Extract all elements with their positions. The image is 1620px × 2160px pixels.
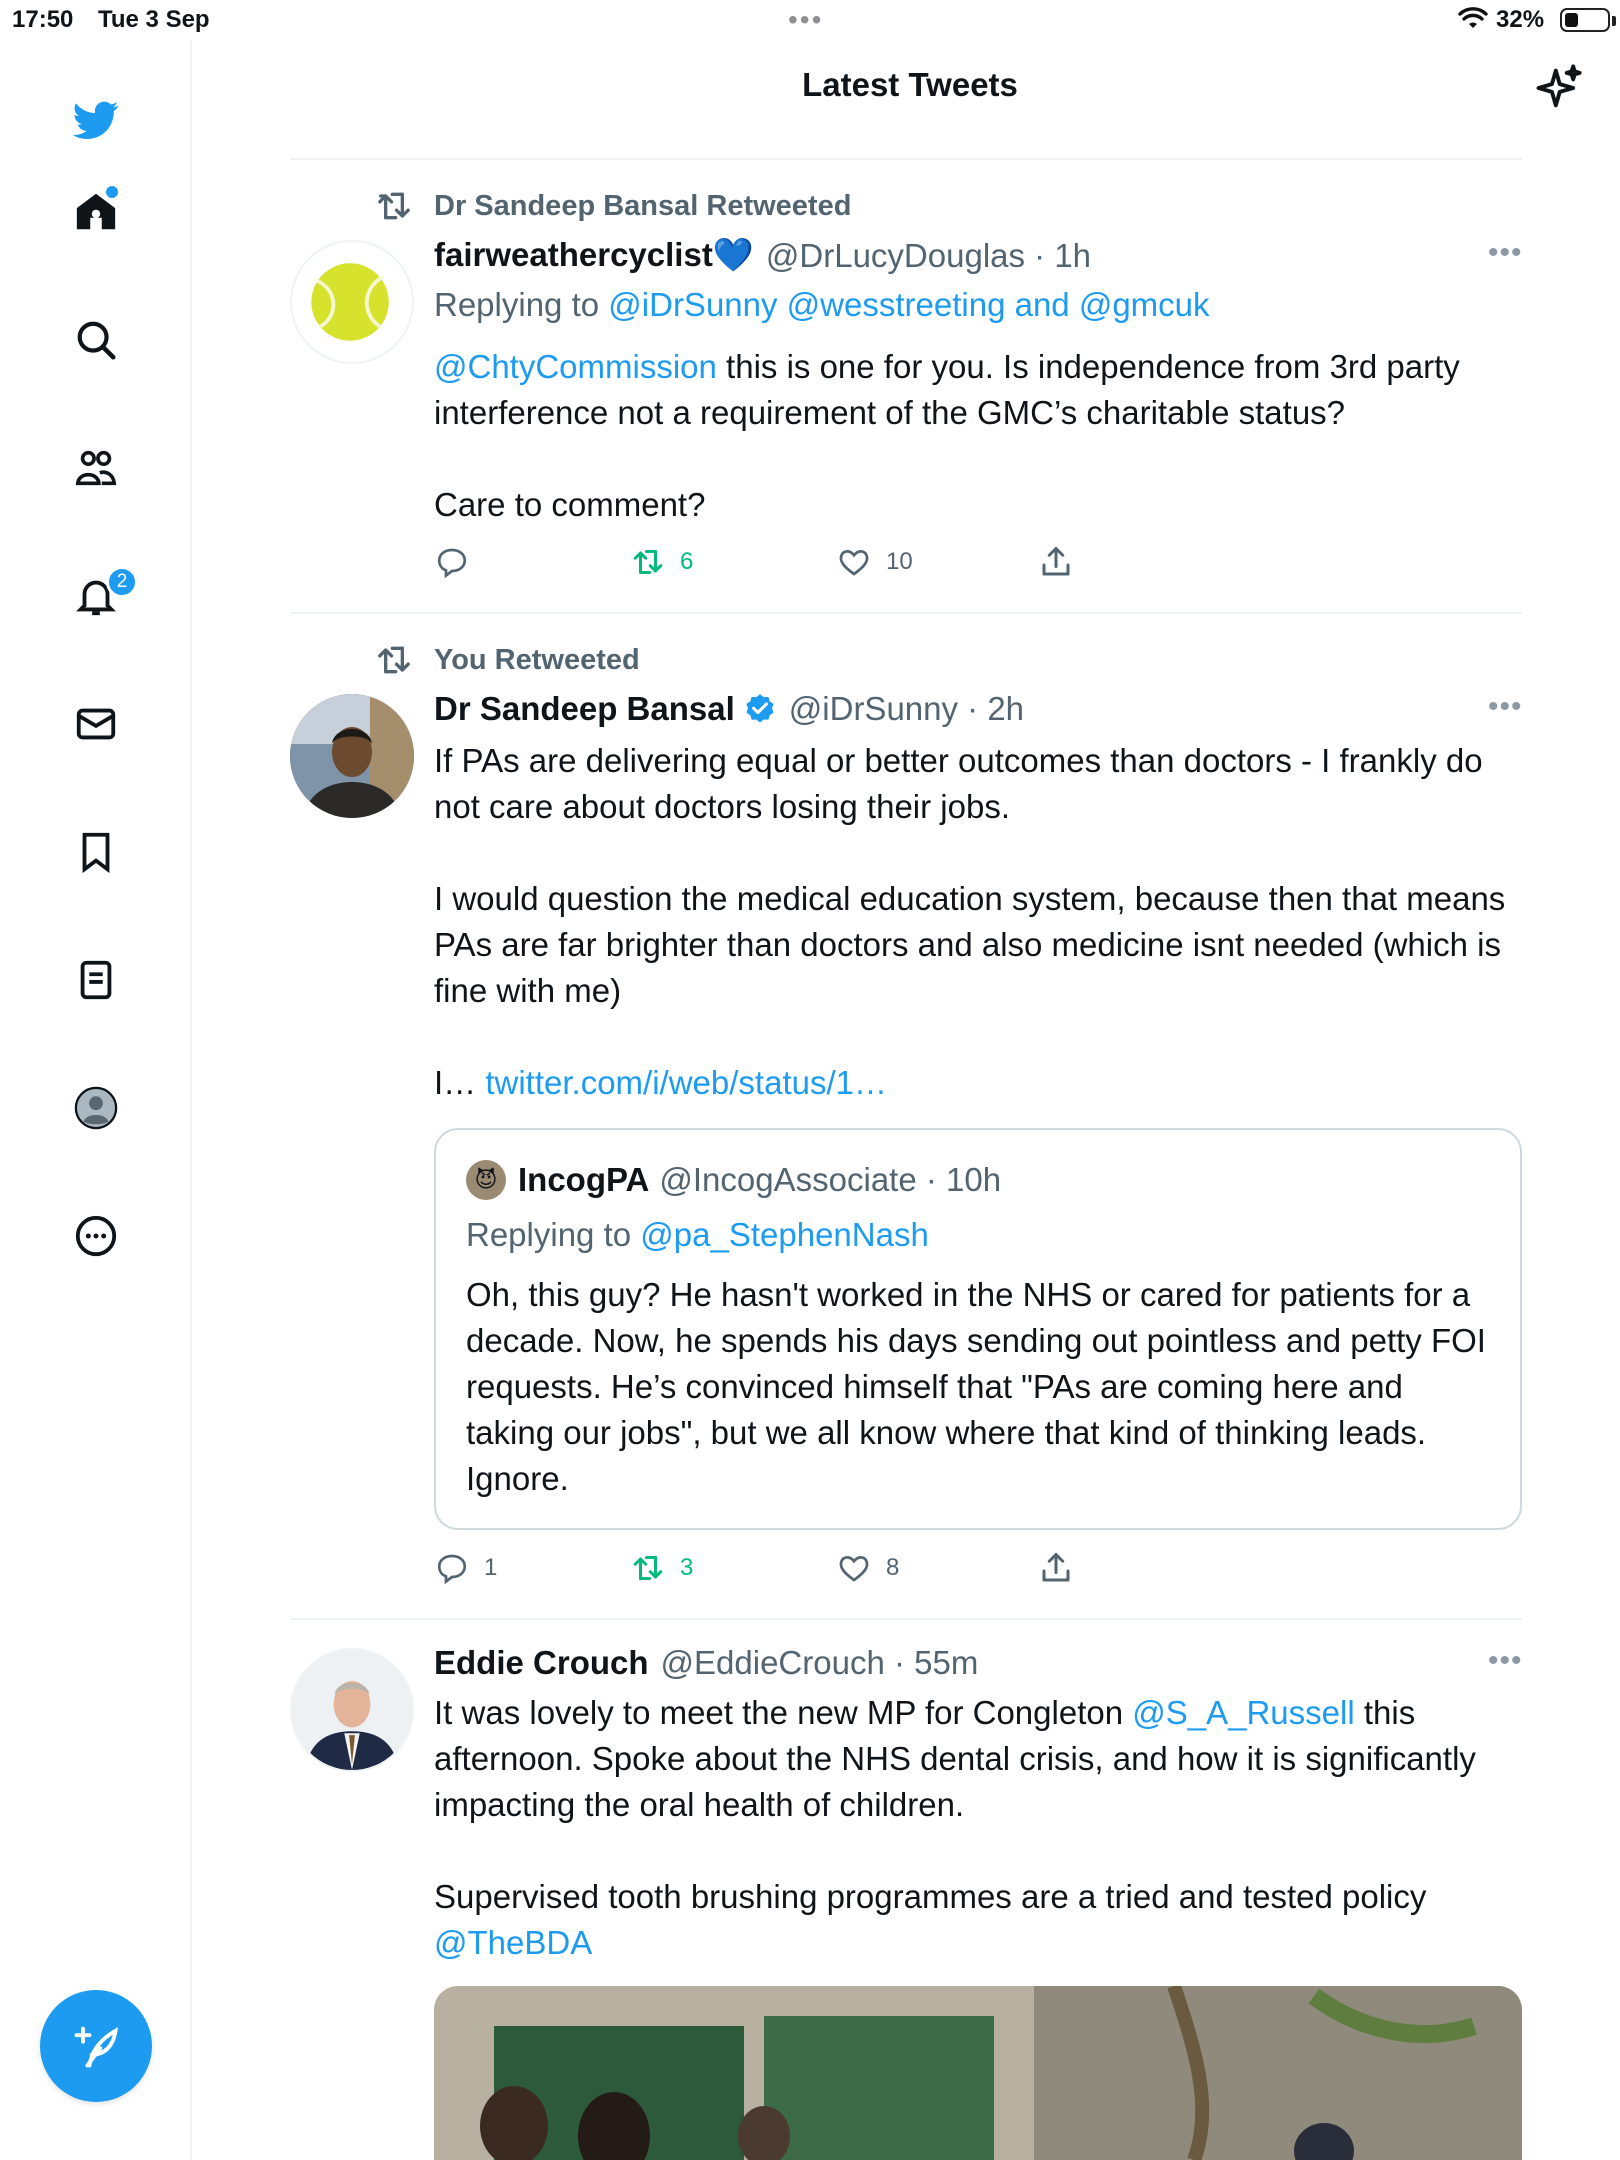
mention-link[interactable]: @S_A_Russell [1132, 1694, 1355, 1731]
avatar[interactable] [290, 694, 414, 818]
retweet-icon [630, 1550, 666, 1586]
reply-button[interactable] [434, 544, 484, 580]
tweet-text [434, 738, 1514, 1106]
tweet-text-p2: Care to comment? [434, 486, 706, 523]
person-avatar [292, 1650, 412, 1770]
list-icon[interactable] [66, 950, 126, 1010]
verified-badge-icon [743, 692, 777, 726]
retweeted-by[interactable]: You Retweeted [434, 643, 640, 676]
divider [290, 158, 1522, 160]
mention-link[interactable]: @TheBDA [434, 1924, 593, 1961]
retweet-context [374, 640, 640, 680]
quoted-tweet[interactable] [434, 1128, 1522, 1530]
author-handle-time[interactable]: @iDrSunny · 2h [788, 690, 1025, 727]
avatar[interactable] [290, 1648, 414, 1772]
tweet-text [434, 1690, 1514, 1966]
bookmark-icon[interactable] [66, 822, 126, 882]
divider [290, 1618, 1522, 1620]
tweet-more-icon[interactable]: ••• [1488, 236, 1523, 269]
author-name[interactable]: Eddie Crouch [434, 1644, 649, 1681]
author-name[interactable]: Dr Sandeep Bansal [434, 690, 735, 727]
retweet-icon [374, 640, 414, 680]
author-name[interactable]: fairweathercyclist💙 [434, 236, 754, 273]
tennis-ball-avatar [292, 242, 412, 362]
retweet-icon [630, 544, 666, 580]
tweet-text-p1: If PAs are delivering equal or better outcomes than doctors - I frankly do not care about doctors losing their jobs. [434, 742, 1483, 825]
like-count: 10 [886, 548, 913, 575]
retweet-count: 6 [680, 548, 694, 575]
notification-badge: 2 [106, 566, 138, 598]
tweet-header [434, 236, 1091, 275]
mention-link[interactable]: @ChtyCommission [434, 348, 717, 385]
status-date: Tue 3 Sep [98, 6, 210, 33]
tweet-actions [434, 1550, 1134, 1590]
retweet-button[interactable] [630, 1550, 693, 1586]
home-icon[interactable] [66, 182, 126, 242]
tweet-media-image[interactable] [434, 1986, 1522, 2160]
compose-icon [70, 2020, 122, 2072]
reply-icon [434, 1550, 470, 1586]
home-unread-dot [106, 186, 118, 198]
avatar[interactable] [290, 240, 414, 364]
search-icon[interactable] [66, 310, 126, 370]
person-avatar [290, 694, 414, 818]
battery-percent: 32% [1496, 6, 1545, 33]
profile-icon[interactable] [66, 1078, 126, 1138]
heart-icon [836, 1550, 872, 1586]
share-button[interactable] [1038, 544, 1088, 580]
tweet-text-p3: I… [434, 1064, 486, 1101]
retweet-count: 3 [680, 1554, 694, 1581]
more-circle-icon[interactable] [66, 1206, 126, 1266]
tweet-text-p1b: this afternoon. Spoke about the NHS dental crisis, and how it is significantly impacting the oral health of children. [434, 1694, 1476, 1823]
replying-to [434, 286, 1210, 324]
retweet-icon [374, 186, 414, 226]
wifi-icon [1458, 4, 1488, 32]
tweet-header [434, 1644, 978, 1682]
reply-button[interactable] [434, 1550, 497, 1586]
status-time: 17:50 [12, 6, 74, 33]
quote-avatar: 😈 [466, 1160, 506, 1200]
tweet-more-icon[interactable]: ••• [1488, 1644, 1523, 1677]
like-button[interactable] [836, 544, 913, 580]
sparkle-icon[interactable] [1532, 62, 1584, 114]
tweet-actions [434, 544, 1134, 584]
bell-icon[interactable] [66, 566, 126, 626]
quote-author-handle-time: @IncogAssociate · 10h [659, 1161, 1002, 1198]
share-button[interactable] [1038, 1550, 1088, 1586]
tweet-text-p2: Supervised tooth brushing programmes are a tried and tested policy [434, 1878, 1427, 1915]
battery-icon [1560, 8, 1610, 32]
replying-links[interactable]: @iDrSunny @wesstreeting and @gmcuk [608, 286, 1210, 323]
like-button[interactable] [836, 1550, 899, 1586]
like-count: 8 [886, 1554, 900, 1581]
retweet-button[interactable] [630, 544, 693, 580]
status-bar [0, 0, 1620, 40]
battery-fill [1565, 13, 1578, 27]
share-icon [1038, 1550, 1074, 1586]
divider [290, 612, 1522, 614]
twitter-bird-icon[interactable] [66, 90, 126, 150]
quote-replying-prefix: Replying to [466, 1216, 632, 1253]
tweet-more-icon[interactable]: ••• [1488, 690, 1523, 723]
sidebar [0, 40, 192, 2160]
tweet-text-p1a: It was lovely to meet the new MP for Congleton [434, 1694, 1133, 1731]
quote-author-name: IncogPA [518, 1161, 650, 1198]
event-photo [434, 1986, 1522, 2160]
tweet-text-p2: I would question the medical education system, because then that means PAs are far brighter than doctors and also medicine isnt needed (which is fine with me) [434, 880, 1506, 1009]
retweeted-by[interactable]: Dr Sandeep Bansal Retweeted [434, 189, 852, 222]
quote-replying-link[interactable]: @pa_StephenNash [640, 1216, 929, 1253]
tweet-text [434, 344, 1514, 528]
author-handle-time[interactable]: @DrLucyDouglas · 1h [765, 236, 1092, 274]
quote-replying-to [466, 1216, 929, 1254]
share-icon [1038, 544, 1074, 580]
replying-prefix: Replying to [434, 286, 600, 323]
reply-count: 1 [484, 1554, 498, 1581]
tweet-text-p1: this is one for you. Is independence from 3rd party interference not a requirement of the GMC’s charitable status? [434, 348, 1460, 431]
quote-text: Oh, this guy? He hasn't worked in the NHS or cared for patients for a decade. Now, he spends his days sending out pointless and petty FOI requests. He’s convinced himself that "PAs are coming here and taking our jobs", but we all know where that kind of thinking leads. Ignore. [466, 1276, 1486, 1497]
author-handle-time[interactable]: @EddieCrouch · 55m [660, 1644, 979, 1681]
tweet-header [434, 690, 1024, 728]
quote-header [466, 1160, 1001, 1200]
page-title: Latest Tweets [802, 66, 1018, 103]
reply-icon [434, 544, 470, 580]
mail-icon[interactable] [66, 694, 126, 754]
battery-cap [1612, 16, 1616, 26]
heart-icon [836, 544, 872, 580]
status-link[interactable]: twitter.com/i/web/status/1… [485, 1064, 887, 1101]
retweet-context [374, 186, 851, 226]
multitasking-dots-icon[interactable]: ••• [788, 4, 824, 35]
communities-icon[interactable] [66, 438, 126, 498]
compose-button[interactable] [40, 1990, 152, 2102]
